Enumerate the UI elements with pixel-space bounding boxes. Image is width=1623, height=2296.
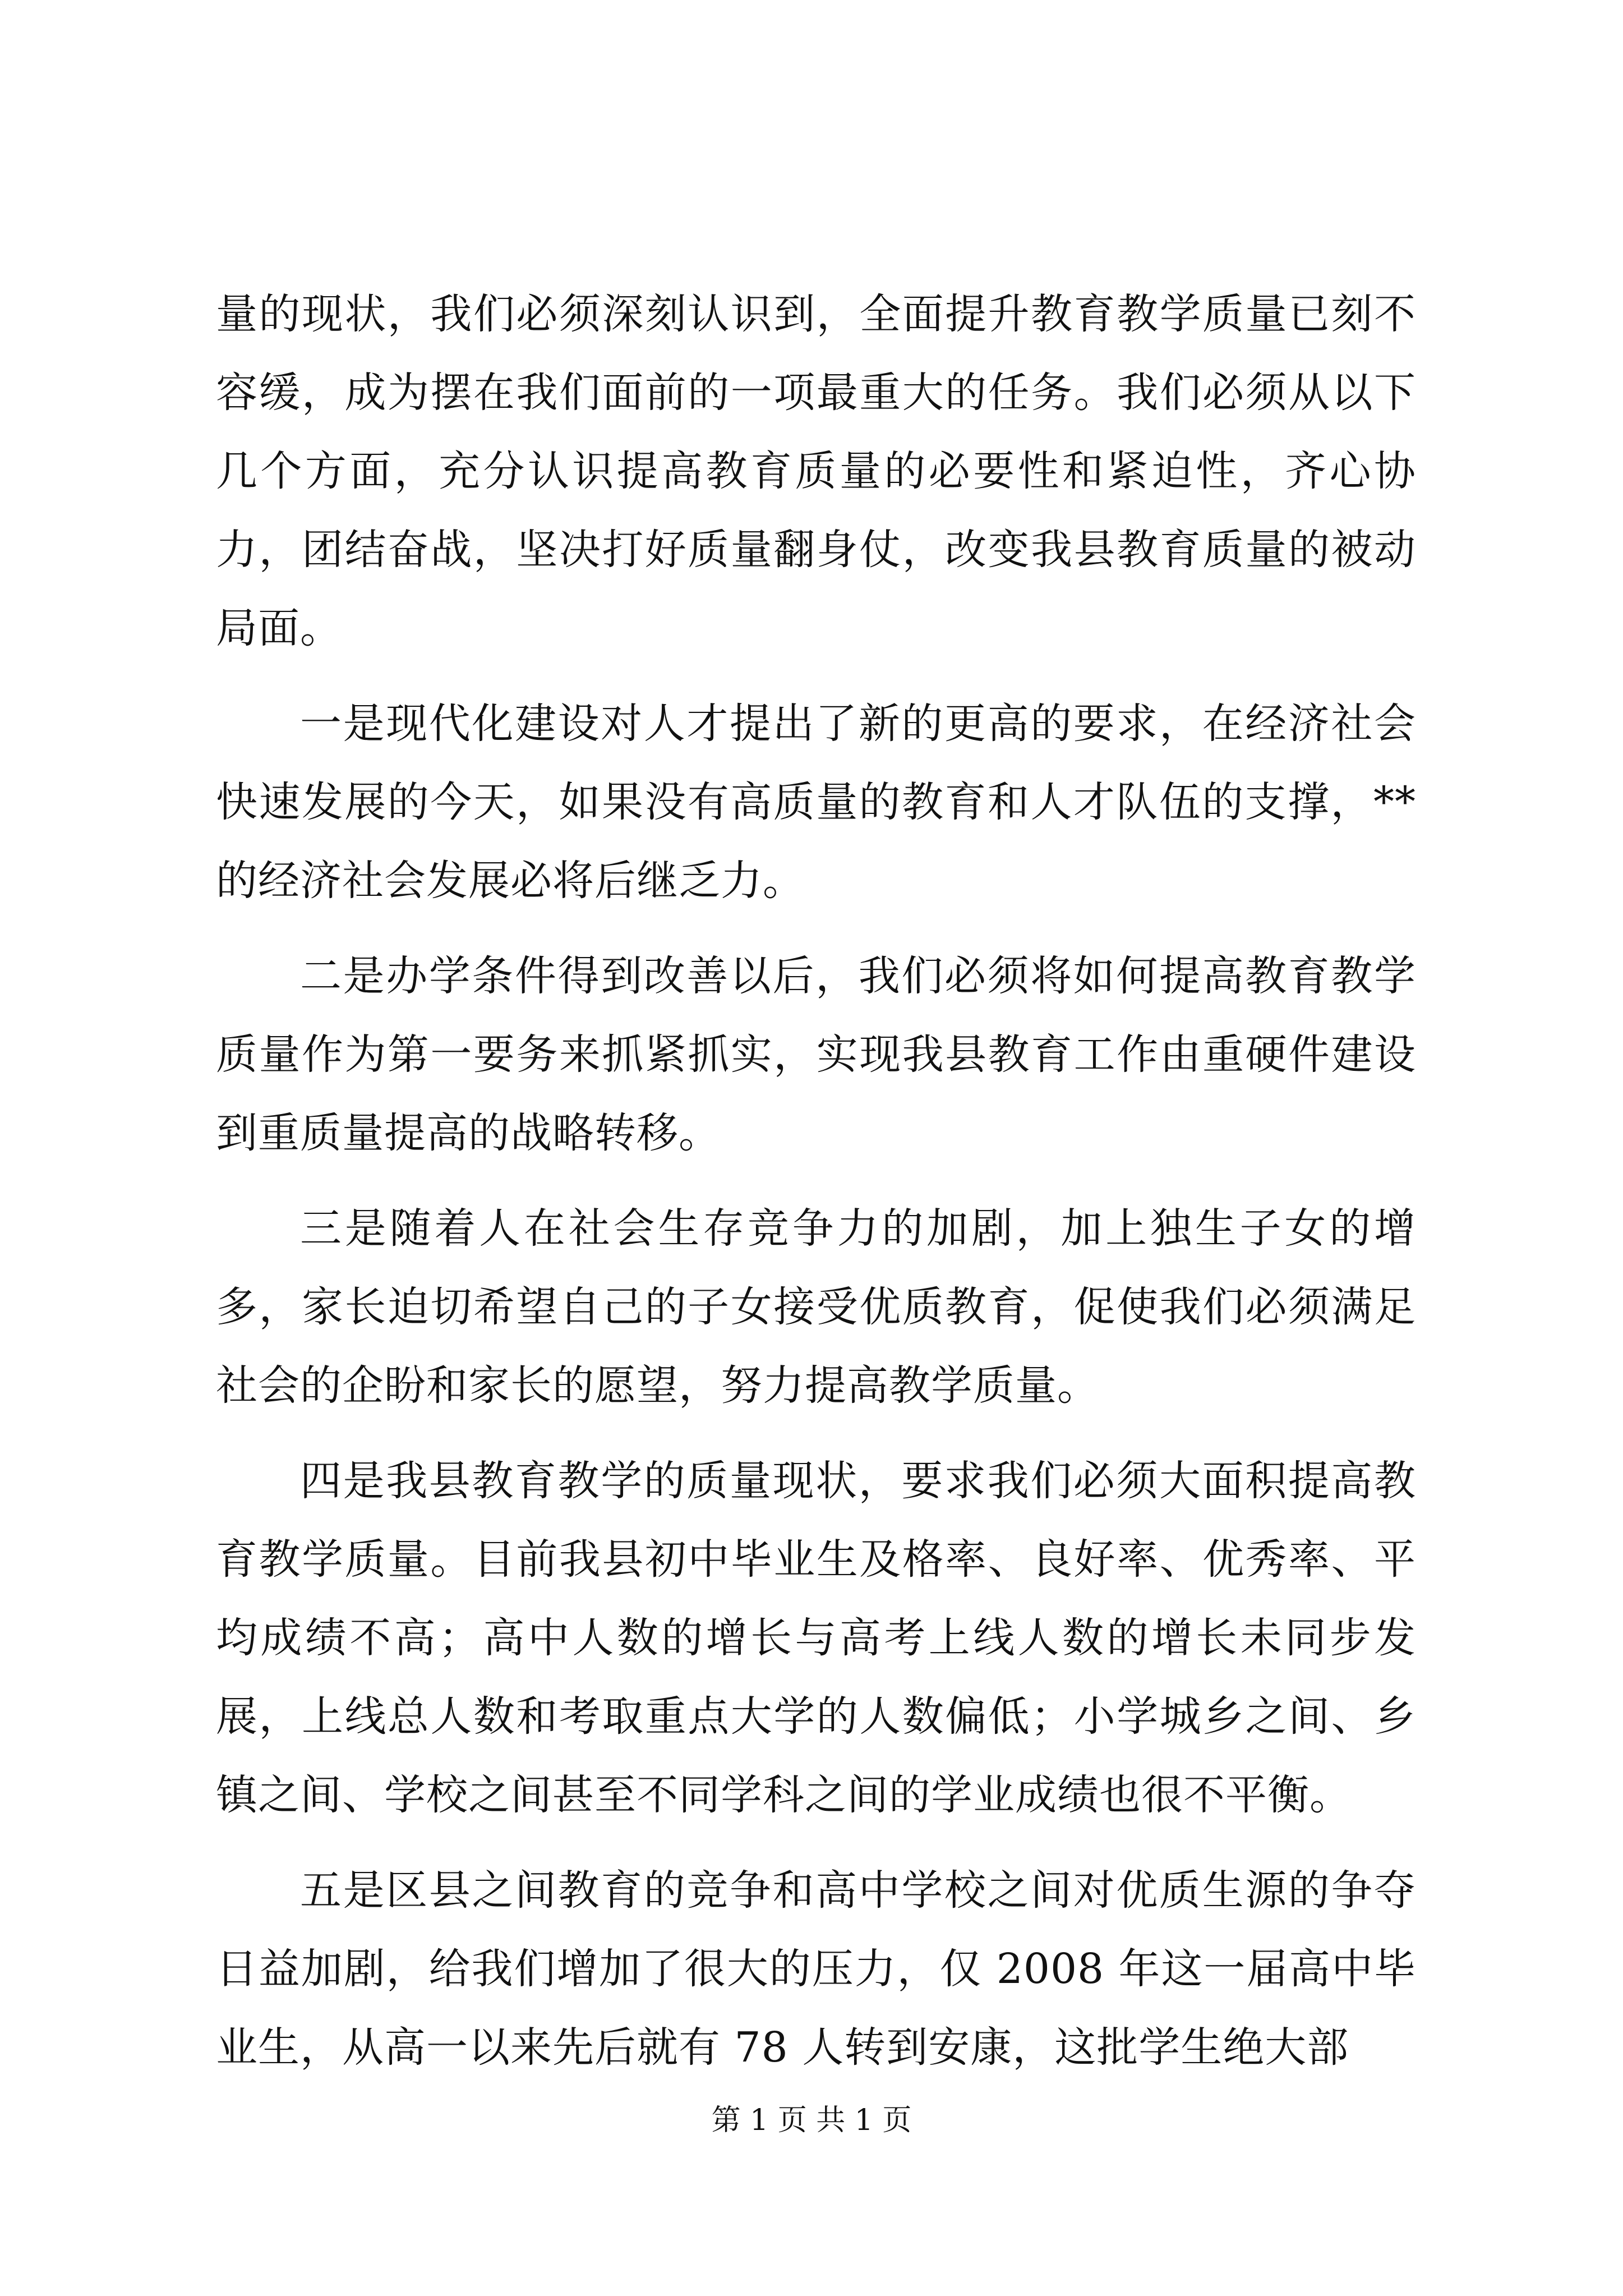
paragraph-point-two: 二是办学条件得到改善以后，我们必须将如何提高教育教学质量作为第一要务来抓紧抓实，实现我县教育工作由重硬件建设到重质量提高的战略转移。 xyxy=(216,952,1416,1157)
paragraph-point-three: 三是随着人在社会生存竞争力的加剧，加上独生子女的增多，家长迫切希望自己的子女接受优质教育，促使我们必须满足社会的企盼和家长的愿望，努力提高教学质量。 xyxy=(216,1204,1416,1410)
page-footer: 第 1 页 共 1 页 xyxy=(711,2104,912,2137)
paragraph-point-five: 五是区县之间教育的竞争和高中学校之间对优质生源的争夺日益加剧，给我们增加了很大的压力，仅 2008 年这一届高中毕业生，从高一以来先后就有 78 人转到安康，这批学生绝大部 xyxy=(216,1866,1416,2072)
paragraph-point-four: 四是我县教育教学的质量现状，要求我们必须大面积提高教育教学质量。目前我县初中毕业生及格率、良好率、优秀率、平均成绩不高；高中人数的增长与高考上线人数的增长未同步发展，上线总人数和考取重点大学的人数偏低；小学城乡之间、乡镇之间、学校之间甚至不同学科之间的学业成绩也很不平衡。 xyxy=(216,1457,1416,1819)
paragraph-point-one: 一是现代化建设对人才提出了新的更高的要求，在经济社会快速发展的今天，如果没有高质量的教育和人才队伍的支撑，**的经济社会发展必将后继乏力。 xyxy=(216,700,1416,905)
body-text xyxy=(216,275,1416,2087)
paragraph-intro: 量的现状，我们必须深刻认识到，全面提升教育教学质量已刻不容缓，成为摆在我们面前的一项最重大的任务。我们必须从以下几个方面，充分认识提高教育质量的必要性和紧迫性，齐心协力，团结奋战，坚决打好质量翻身仗，改变我县教育质量的被动局面。 xyxy=(216,290,1416,652)
